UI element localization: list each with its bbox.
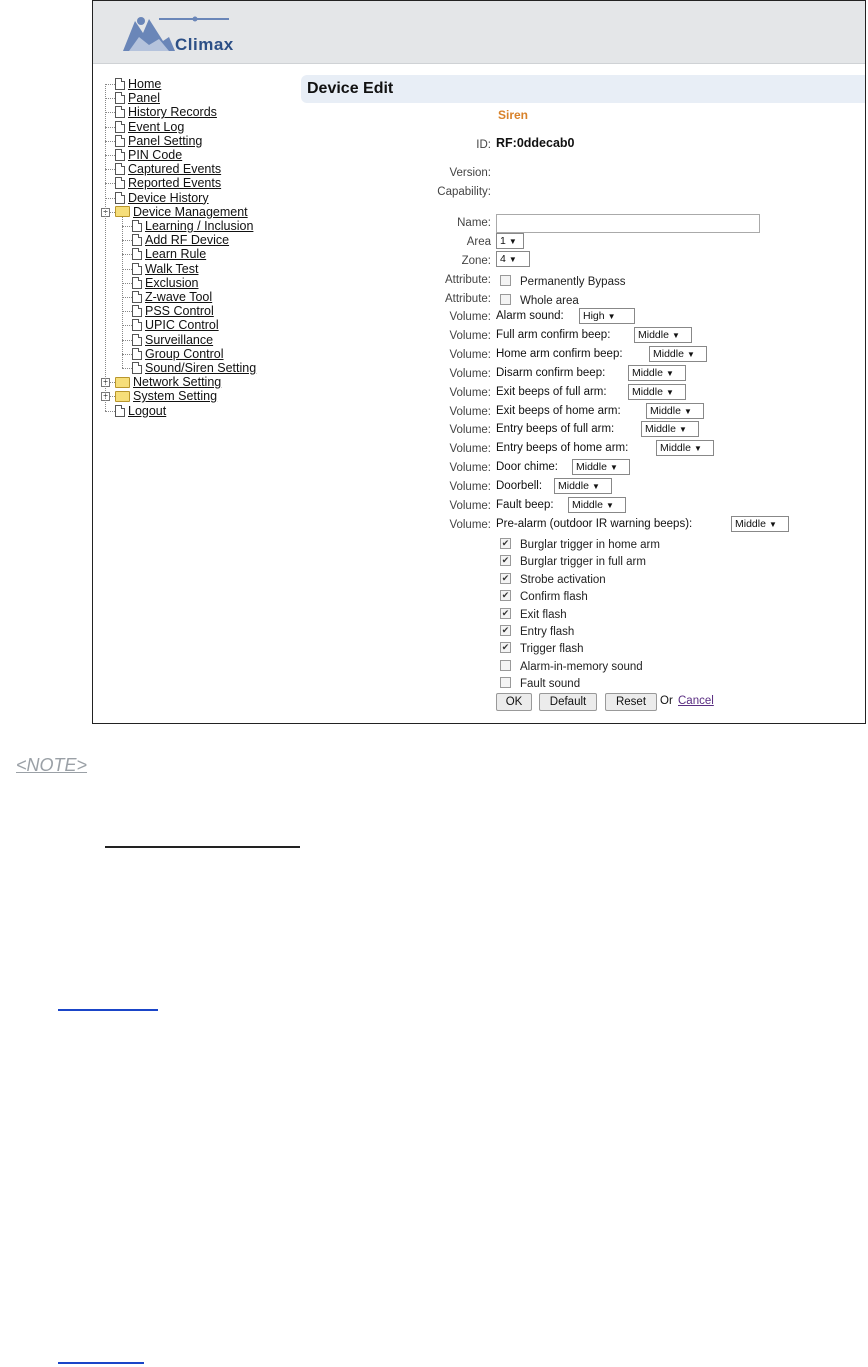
tree-connector xyxy=(122,254,132,255)
checkbox-label: Exit flash xyxy=(520,608,567,621)
select-value: Middle xyxy=(660,442,691,455)
attribute-label: Attribute: xyxy=(444,274,491,286)
sidebar-item-home[interactable] xyxy=(115,77,161,91)
sidebar-item-pin-code[interactable] xyxy=(115,148,182,162)
select-value: Middle xyxy=(645,423,676,436)
tree-connector xyxy=(122,269,132,270)
folder-icon xyxy=(115,391,130,402)
or-text: Or xyxy=(660,695,673,707)
brand-name: Climax xyxy=(175,35,234,54)
page-icon xyxy=(115,106,125,118)
page-icon xyxy=(132,263,142,275)
volume-select-pre-alarm-outdoor-ir-warning-beeps[interactable] xyxy=(731,516,789,532)
dropdown-arrow-icon: ▼ xyxy=(605,501,614,510)
select-value: Middle xyxy=(632,385,663,398)
dropdown-arrow-icon: ▼ xyxy=(768,519,777,529)
select-value: Middle xyxy=(638,328,669,341)
checkbox-label: Confirm flash xyxy=(520,591,588,604)
sidebar-item-label: Exclusion xyxy=(145,275,199,290)
tree-connector xyxy=(122,297,132,298)
attribute-label: Attribute: xyxy=(444,293,491,305)
checkbox-strobe-activation[interactable]: ✔ xyxy=(501,572,510,583)
volume-option-label: Home arm confirm beep: xyxy=(496,347,623,360)
page-icon xyxy=(132,362,142,374)
volume-label: Volume: xyxy=(449,424,491,437)
expand-toggle-icon[interactable]: + xyxy=(101,392,110,401)
sidebar-item-label: Walk Test xyxy=(145,261,199,276)
volume-label: Volume: xyxy=(449,443,491,456)
page-icon xyxy=(115,92,125,104)
sidebar-item-label: Learning / Inclusion xyxy=(145,219,254,233)
checkbox-label: Entry flash xyxy=(520,626,575,638)
volume-label: Volume: xyxy=(449,311,491,323)
sidebar-item-label: Device Management xyxy=(133,204,248,219)
select-value: Middle xyxy=(558,480,589,493)
volume-select-home-arm-confirm-beep[interactable] xyxy=(649,346,707,362)
tree-connector xyxy=(105,411,115,412)
sidebar-item-group-control[interactable] xyxy=(132,347,224,361)
sidebar-item-reported-events[interactable] xyxy=(115,176,221,190)
checkbox-label: Whole area xyxy=(520,295,579,307)
page-icon xyxy=(132,234,142,246)
volume-select-doorbell[interactable] xyxy=(554,478,612,494)
link-underline xyxy=(58,1009,158,1011)
tree-connector xyxy=(122,340,132,341)
folder-open-icon xyxy=(115,206,130,217)
tree-connector xyxy=(105,112,115,113)
volume-label: Volume: xyxy=(449,500,491,512)
page-icon xyxy=(132,277,142,289)
select-value: Middle xyxy=(735,517,766,530)
section-rule xyxy=(105,846,300,848)
volume-option-label: Entry beeps of home arm: xyxy=(496,442,629,455)
page-icon xyxy=(115,135,125,147)
select-value: Middle xyxy=(632,366,663,379)
cancel-link[interactable]: Cancel xyxy=(678,695,714,707)
volume-select-entry-beeps-of-home-arm[interactable] xyxy=(656,440,714,456)
tree-connector xyxy=(105,98,115,99)
sidebar-item-learning-inclusion[interactable] xyxy=(132,219,253,233)
dropdown-arrow-icon: ▼ xyxy=(609,463,618,473)
tree-connector xyxy=(105,84,115,85)
tree-connector xyxy=(122,368,132,369)
zone-select[interactable] xyxy=(496,251,530,267)
page-icon xyxy=(132,305,142,317)
checkbox-label: Permanently Bypass xyxy=(520,276,626,288)
volume-label: Volume: xyxy=(449,518,491,531)
dropdown-arrow-icon: ▼ xyxy=(591,482,600,492)
sidebar-item-label: Add RF Device xyxy=(145,233,230,248)
version-label: Version: xyxy=(449,167,491,179)
tree-connector xyxy=(122,226,132,227)
dropdown-arrow-icon: ▼ xyxy=(671,330,680,340)
capability-label: Capability: xyxy=(437,186,491,198)
sidebar-item-label: History Records xyxy=(128,105,217,120)
volume-label: Volume: xyxy=(449,348,491,361)
checkbox-alarm-in-memory-sound[interactable] xyxy=(500,660,511,671)
app-header xyxy=(93,1,865,64)
select-value: Middle xyxy=(572,499,603,511)
page-icon xyxy=(132,334,142,346)
expand-toggle-icon[interactable]: + xyxy=(101,378,110,387)
volume-select-exit-beeps-of-home-arm[interactable] xyxy=(646,403,704,419)
sidebar-item-label: Network Setting xyxy=(133,375,222,390)
sidebar-item-label: Captured Events xyxy=(128,162,222,177)
checkbox-whole-area[interactable] xyxy=(500,294,511,305)
sidebar-item-history-records[interactable] xyxy=(115,105,217,119)
tree-connector xyxy=(105,84,106,411)
sidebar-item-system-setting[interactable] xyxy=(115,389,217,403)
sidebar-item-upic-control[interactable] xyxy=(132,318,219,332)
sidebar-item-device-management[interactable] xyxy=(115,205,248,219)
device-type-label: Siren xyxy=(498,108,529,122)
dropdown-arrow-icon: ▼ xyxy=(693,444,702,454)
tree-connector xyxy=(122,217,123,368)
volume-label: Volume: xyxy=(449,386,491,399)
page-icon xyxy=(132,248,142,260)
checkbox-label: Strobe activation xyxy=(520,573,606,586)
sidebar-item-z-wave-tool[interactable] xyxy=(132,290,212,304)
sidebar-item-network-setting[interactable] xyxy=(115,375,221,389)
checkbox-label: Burglar trigger in home arm xyxy=(520,539,660,551)
checkbox-entry-flash[interactable]: ✔ xyxy=(501,625,510,635)
tree-connector xyxy=(122,240,132,241)
tree-connector xyxy=(105,141,115,142)
sidebar-item-event-log[interactable] xyxy=(115,120,184,134)
sidebar-item-surveillance[interactable] xyxy=(132,333,213,347)
sidebar-item-learn-rule[interactable] xyxy=(132,247,206,261)
sidebar-item-label: Panel Setting xyxy=(128,133,203,148)
page-icon xyxy=(115,163,125,175)
tree-connector xyxy=(122,354,132,355)
volume-label: Volume: xyxy=(449,329,491,342)
link-underline xyxy=(58,1362,144,1364)
page-icon xyxy=(115,78,125,90)
select-value: 1 xyxy=(500,235,506,247)
volume-label: Volume: xyxy=(449,367,491,380)
volume-option-label: Door chime: xyxy=(496,461,558,474)
volume-option-label: Doorbell: xyxy=(496,480,543,493)
device-id: RF:0ddecab0 xyxy=(496,136,575,150)
sidebar-item-label: Group Control xyxy=(145,346,224,361)
select-value: Middle xyxy=(576,461,607,474)
sidebar-item-label: Sound/Siren Setting xyxy=(145,361,257,375)
select-value: Middle xyxy=(653,347,684,360)
sidebar-item-exclusion[interactable] xyxy=(132,276,199,290)
sidebar-item-label: UPIC Control xyxy=(145,318,219,333)
volume-option-label: Pre-alarm (outdoor IR warning beeps): xyxy=(496,517,693,530)
volume-select-fault-beep[interactable] xyxy=(568,497,626,513)
sidebar-item-label: Reported Events xyxy=(128,176,222,191)
sidebar-item-add-rf-device[interactable] xyxy=(132,233,229,247)
sidebar-item-label: System Setting xyxy=(133,389,218,404)
climax-logo[interactable] xyxy=(119,11,239,62)
page-icon xyxy=(115,121,125,133)
tree-connector xyxy=(122,325,132,326)
volume-option-label: Alarm sound: xyxy=(496,310,564,322)
sidebar-item-label: Device History xyxy=(128,190,209,205)
select-value: 4 xyxy=(500,253,506,265)
sidebar-item-label: Logout xyxy=(128,403,167,418)
dropdown-arrow-icon: ▼ xyxy=(665,387,674,397)
sidebar-item-captured-events[interactable] xyxy=(115,162,221,176)
volume-option-label: Fault beep: xyxy=(496,499,554,511)
tree-connector xyxy=(122,283,132,284)
sidebar-item-label: Learn Rule xyxy=(145,247,207,262)
checkbox-label: Fault sound xyxy=(520,678,581,691)
page-title: Device Edit xyxy=(307,80,394,97)
page-icon xyxy=(115,177,125,189)
checkbox-exit-flash[interactable]: ✔ xyxy=(501,607,510,618)
folder-icon xyxy=(115,377,130,388)
screenshot-frame xyxy=(92,0,866,724)
zone-label: Zone: xyxy=(461,255,491,267)
dropdown-arrow-icon: ▼ xyxy=(665,368,674,378)
sidebar-item-pss-control[interactable] xyxy=(132,304,214,318)
volume-select-alarm-sound[interactable] xyxy=(579,308,635,324)
tree-connector xyxy=(105,198,115,199)
page-icon xyxy=(115,149,125,161)
tree-connector xyxy=(122,311,132,312)
sidebar-item-label: Panel xyxy=(128,91,160,106)
page-icon xyxy=(132,319,142,331)
page-icon xyxy=(132,291,142,303)
tree-connector xyxy=(105,127,115,128)
ok-button[interactable]: OK xyxy=(496,693,532,711)
tree-connector xyxy=(105,183,115,184)
select-value: High xyxy=(583,310,605,322)
page-icon xyxy=(132,220,142,232)
checkbox-confirm-flash[interactable]: ✔ xyxy=(501,590,510,601)
page-icon xyxy=(132,348,142,360)
sidebar-item-walk-test[interactable] xyxy=(132,262,199,276)
volume-select-disarm-confirm-beep[interactable] xyxy=(628,365,686,381)
area-label: Area xyxy=(466,236,491,248)
name-input[interactable] xyxy=(496,214,760,233)
dropdown-arrow-icon: ▼ xyxy=(683,406,692,416)
volume-option-label: Exit beeps of home arm: xyxy=(496,404,621,417)
volume-select-door-chime[interactable] xyxy=(572,459,630,475)
volume-option-label: Exit beeps of full arm: xyxy=(496,385,607,398)
dropdown-arrow-icon: ▼ xyxy=(508,255,517,264)
dropdown-arrow-icon: ▼ xyxy=(678,425,687,435)
collapse-toggle-icon[interactable]: − xyxy=(101,208,110,217)
sidebar-item-sound-siren-setting[interactable] xyxy=(132,361,256,375)
volume-select-full-arm-confirm-beep[interactable] xyxy=(634,327,692,343)
checkbox-fault-sound[interactable] xyxy=(500,677,511,688)
tree-connector xyxy=(105,169,115,170)
name-label: Name: xyxy=(457,217,491,229)
checkbox-label: Burglar trigger in full arm xyxy=(520,556,646,569)
select-value: Middle xyxy=(650,404,681,417)
volume-label: Volume: xyxy=(449,405,491,418)
id-label: ID: xyxy=(476,139,491,151)
sidebar-item-label: Home xyxy=(128,77,162,91)
checkbox-burglar-trigger-in-full-arm[interactable]: ✔ xyxy=(501,555,510,566)
volume-option-label: Entry beeps of full arm: xyxy=(496,423,615,436)
volume-select-exit-beeps-of-full-arm[interactable] xyxy=(628,384,686,400)
page-icon xyxy=(115,405,125,417)
sidebar-item-panel[interactable] xyxy=(115,91,160,105)
volume-label: Volume: xyxy=(449,481,491,494)
sidebar-item-logout[interactable] xyxy=(115,404,166,418)
volume-option-label: Full arm confirm beep: xyxy=(496,328,611,341)
volume-label: Volume: xyxy=(449,462,491,475)
sidebar-item-label: Surveillance xyxy=(145,332,214,347)
checkbox-permanently-bypass[interactable] xyxy=(500,275,511,286)
note-heading: <NOTE> xyxy=(16,755,88,775)
tree-connector xyxy=(105,155,115,156)
sidebar-item-panel-setting[interactable] xyxy=(115,134,202,148)
page-icon xyxy=(115,192,125,204)
dropdown-arrow-icon: ▼ xyxy=(508,237,517,246)
checkbox-trigger-flash[interactable]: ✔ xyxy=(501,642,510,653)
volume-option-label: Disarm confirm beep: xyxy=(496,366,606,379)
checkbox-burglar-trigger-in-home-arm[interactable]: ✔ xyxy=(501,538,510,548)
dropdown-arrow-icon: ▼ xyxy=(686,349,695,359)
checkbox-label: Trigger flash xyxy=(520,643,584,656)
volume-select-entry-beeps-of-full-arm[interactable] xyxy=(641,421,699,437)
dropdown-arrow-icon: ▼ xyxy=(607,312,616,321)
sidebar-item-device-history[interactable] xyxy=(115,191,209,205)
checkbox-label: Alarm-in-memory sound xyxy=(520,660,643,673)
main-title-bar xyxy=(301,75,865,103)
default-button[interactable]: Default xyxy=(539,693,597,711)
sidebar-item-label: PIN Code xyxy=(128,148,183,162)
area-select[interactable] xyxy=(496,233,524,249)
sidebar-item-label: Event Log xyxy=(128,119,185,134)
sidebar-item-label: Z-wave Tool xyxy=(145,290,213,304)
reset-button[interactable]: Reset xyxy=(605,693,657,711)
sidebar-item-label: PSS Control xyxy=(145,304,214,319)
